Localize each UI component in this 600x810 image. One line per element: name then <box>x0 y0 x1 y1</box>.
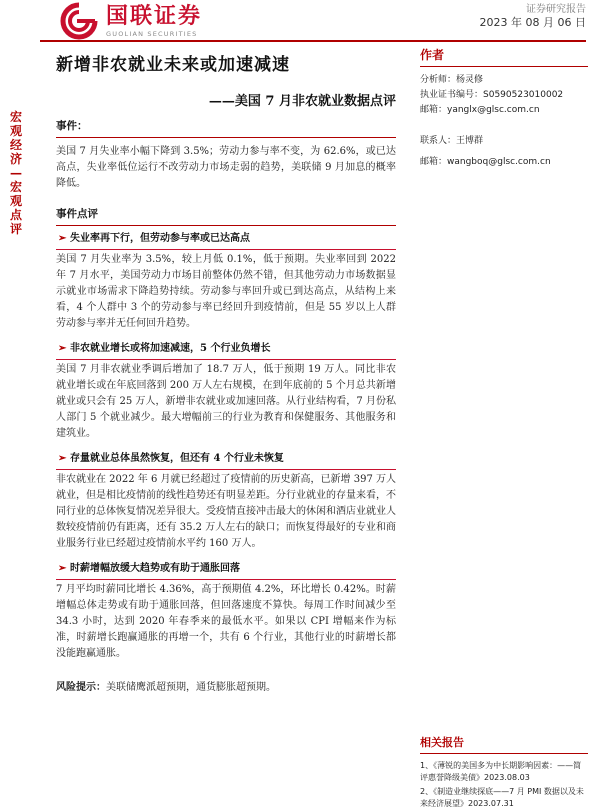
related-reports <box>420 734 588 810</box>
report-subtitle: ——美国 7 月非农就业数据点评 <box>208 94 396 109</box>
logo-mark-icon <box>60 2 98 40</box>
logo-text-en: GUOLIAN SECURITIES <box>106 29 198 38</box>
risk-text: 美联储鹰派超预期，通货膨胀超预期。 <box>106 682 276 693</box>
triangle-bullet-icon: ➢ <box>58 233 67 244</box>
bullet-section <box>56 452 396 552</box>
license-number: 执业证书编号：S0590523010002 <box>420 90 564 100</box>
bullet-heading <box>56 342 396 360</box>
header-divider <box>40 40 586 42</box>
bullet-text: 美国 7 月失业率为 3.5%，较上月低 0.1%，低于预期。失业率回到 2022 年 7 月水平，美国劳动力市场目前整体仍然不错，但其他劳动力市场数据显示就业市场需求下降趋势持续。劳动参与率回升或已到达高点，从结构上来看，4 个人群中 3 个的劳动参与率已经回升到疫情前，但是 55 岁以上人群劳动参与率并无任何回升趋势。 <box>56 254 396 329</box>
bullet-heading-text: 时薪增幅放缓大趋势或有助于通胀回落 <box>70 563 240 574</box>
bullet-heading-text: 非农就业增长或将加速减速，5 个行业负增长 <box>70 343 271 354</box>
analyst-email[interactable]: 邮箱：yanglx@glsc.com.cn <box>420 105 540 115</box>
bullet-text: 非农就业在 2022 年 6 月就已经超过了疫情前的历史新高，已新增 397 万人就业，但是相比疫情前的线性趋势还有明显差距。分行业就业的存量来看，不同行业的总体恢复情况差异很大。受疫情直接冲击最大的休闲和酒店业就业人数较疫情前仍有距离，还有 35.2 万人左右的缺口；而恢复得最好的专业和商业服务行业已经超过疫情前水平约 160 万人。 <box>56 474 396 549</box>
side-strip <box>0 0 38 800</box>
main-content <box>56 118 396 696</box>
related-report-item[interactable]: 1、《薄锐的美国多为中长期影响因素：——简评惠誉降级美债》2023.08.03 <box>420 761 582 782</box>
risk-warning <box>56 680 396 696</box>
bullet-heading <box>56 562 396 580</box>
bullet-heading-text: 存量就业总体虽然恢复，但还有 4 个行业未恢复 <box>70 453 284 464</box>
related-heading: 相关报告 <box>420 734 588 754</box>
bullet-heading <box>56 232 396 250</box>
comment-heading: 事件点评 <box>56 206 396 226</box>
analyst-name: 分析师：杨灵修 <box>420 75 484 85</box>
report-date: 2023 年 08 月 06 日 <box>479 16 586 29</box>
bullet-heading <box>56 452 396 470</box>
event-text: 美国 7 月失业率小幅下降到 3.5%；劳动力参与率不变，为 62.6%，或已达高点，失业率低位运行不改劳动力市场走弱的趋势，美联储 9 月加息的概率降低。 <box>56 146 396 189</box>
related-report-item[interactable]: 2、《制造业继续探底——7 月 PMI 数据以及未来经济展望》2023.07.31 <box>420 787 584 808</box>
report-title: 新增非农就业未来或加速减速 <box>56 55 290 75</box>
bullet-section <box>56 562 396 662</box>
risk-label: 风险提示： <box>56 682 106 693</box>
contact-email[interactable]: 邮箱：wangboq@glsc.com.cn <box>420 157 551 167</box>
triangle-bullet-icon: ➢ <box>58 453 67 464</box>
report-type: 证券研究报告 <box>526 4 586 15</box>
triangle-bullet-icon: ➢ <box>58 563 67 574</box>
logo-text-cn: 国联证券 <box>106 3 203 29</box>
event-heading: 事件： <box>56 118 396 138</box>
author-heading: 作者 <box>420 46 588 67</box>
bullet-section <box>56 232 396 332</box>
bullet-heading-text: 失业率再下行，但劳动参与率或已达高点 <box>70 233 250 244</box>
contact-name: 联系人：王博群 <box>420 136 484 146</box>
bullet-text: 7 月平均时薪同比增长 4.36%，高于预期值 4.2%，环比增长 0.42%。时薪增幅总体走势或有助于通胀回落，但回落速度不算快。每周工作时间减少至 34.3 小时，达到 2020 年春季来的最低水平。如果以 CPI 增幅来作为标准，时薪增长跑赢通胀的再增一个，共有 6 个行业，其他行业的时薪增长都没能跑赢通胀。 <box>56 584 396 659</box>
author-sidebar <box>420 46 588 170</box>
bullet-text: 美国 7 月非农就业季调后增加了 18.7 万人，低于预期 19 万人。同比非农就业增长或在年底回落到 200 万人左右规模，在到年底前的 5 个月总共新增就业或只会有 25 万人，新增非农就业或加速回落。从行业结构看，7 月份私人部门 5 个就业减少。最大增幅前三的行业为教育和保健服务、其他服务和建筑业。 <box>56 364 396 439</box>
bullet-section <box>56 342 396 442</box>
side-category-label: 宏观经济—宏观点评 <box>10 110 23 236</box>
company-logo <box>60 2 202 40</box>
triangle-bullet-icon: ➢ <box>58 343 67 354</box>
